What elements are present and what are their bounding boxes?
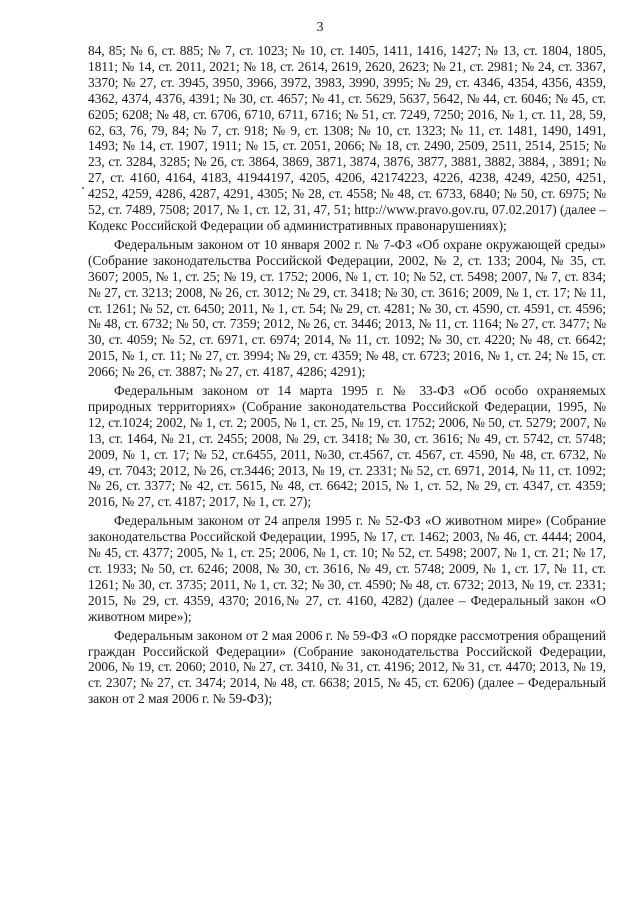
document-body: [88, 43, 606, 710]
paragraph-law-citizen-appeals: Федеральным законом от 2 мая 2006 г. № 59-ФЗ «О порядке рассмотрения обращений граждан Российской Федерации» (Собрание законодательства Российской Федерации, 2006, № 19, ст. 2060; 2010, № 27, ст. 3410, № 31, ст. 4196; 2012, № 31, ст. 4470; 2013, № 19, ст. 2307; № 27, ст. 3474; 2014, № 48, ст. 6638; 2015, № 45, ст. 6206) (далее – Федеральный закон от 2 мая 2006 г. № 59-ФЗ);: [88, 627, 606, 707]
paragraph-law-protected-territories: Федеральным законом от 14 марта 1995 г. № 33-ФЗ «Об особо охраняемых природных территориях» (Собрание законодательства Российской Федерации, 1995, № 12, ст.1024; 2002, № 1, ст. 2; 2005, № 1, ст. 25, № 19, ст. 1752; 2006, № 50, ст. 5279; 2007, № 13, ст. 1464, № 21, ст. 2455; 2008, № 29, ст. 3418; № 30, ст. 3616; № 49, ст. 5742, ст. 5748; 2009, № 1, ст. 17; № 52, ст.6455, 2011, №30, ст.4567, ст. 4567, ст. 4590, № 48, ст. 6732, № 49, ст. 7043; 2012, № 26, ст.3446; 2013, № 19, ст. 2331; № 52, ст. 6971, 2014, № 11, ст. 1092; № 26, ст. 3377; № 42, ст. 5615, № 48, ст. 6642; 2015, № 1, ст. 52, № 29, ст. 4347, ст. 4359; 2016, № 27, ст. 4187; 2017, № 1, ст. 27);: [88, 383, 606, 510]
paragraph-koap-citations: 84, 85; № 6, ст. 885; № 7, ст. 1023; № 10, ст. 1405, 1411, 1416, 1427; № 13, ст. 1804, 1805, 1811; № 14, ст. 2011, 2021; № 18, ст. 2614, 2619, 2620, 2623; № 21, ст. 2981; № 24, ст. 3367, 3370; № 27, ст. 3945, 3950, 3966, 3972, 3983, 3990, 3995; № 29, ст. 4346, 4354, 4356, 4359, 4362, 4374, 4376, 4391; № 30, ст. 4657; № 41, ст. 5629, 5637, 5642, № 44, ст. 6046; № 45, ст. 6205; 6208; № 48, ст. 6706, 6710, 6711, 6716; № 51, ст. 7249, 7250; 2016, № 1, ст. 11, 28, 59, 62, 63, 76, 79, 84; № 7, ст. 918; № 9, ст. 1308; № 10, ст. 1323; № 11, ст. 1481, 1490, 1491, 1493; № 14, ст. 1907, 1911; № 15, ст. 2051, 2066; № 18, ст. 2490, 2509, 2511, 2514, 2515; № 23, ст. 3284, 3285; № 26, ст. 3864, 3869, 3871, 3874, 3876, 3877, 3881, 3882, 3884, , 3891; № 27, ст. 4160, 4164, 4183, 41944197, 4205, 4206, 42174223, 4226, 4238, 4249, 4250, 4251, 4252, 4259, 4286, 4287, 4291, 4305; № 28, ст. 4558; № 48, ст. 6733, 6840; № 50, ст. 6975; № 52, ст. 7489, 7508; 2017, № 1, ст. 12, 31, 47, 51; http://www.pravo.gov.ru, 07.02.2017) (далее – Кодекс Российской Федерации об административных правонарушениях);: [88, 43, 606, 233]
paragraph-law-animal-world: Федеральным законом от 24 апреля 1995 г. № 52-ФЗ «О животном мире» (Собрание законодательства Российской Федерации, 1995, № 17, ст. 1462; 2003, № 46, ст. 4444; 2004, № 45, ст. 4377; 2005, № 1, ст. 25; 2006, № 1, ст. 10; № 52, ст. 5498; 2007, № 1, ст. 21; № 17, ст. 1933; № 50, ст. 6246; 2008, № 30, ст. 3616, № 49, ст. 5748; 2009, № 1, ст. 17, № 11, ст. 1261; № 30, ст. 3735; 2011, № 1, ст. 32; № 30, ст. 4590; № 48, ст. 6732; 2013, № 19, ст. 2331; 2015, № 29, ст. 4359, 4370; 2016,№ 27, ст. 4160, 4282) (далее – Федеральный закон «О животном мире»);: [88, 513, 606, 624]
page-number: 3: [316, 20, 324, 35]
scan-artifact-dot: [82, 187, 84, 189]
paragraph-law-environment-protection: Федеральным законом от 10 января 2002 г. № 7-ФЗ «Об охране окружающей среды» (Собрание законодательства Российской Федерации, 2002, № 2, ст. 133; 2004, № 35, ст. 3607; 2005, № 1, ст. 25; № 19, ст. 1752; 2006, № 1, ст. 10; № 52, ст. 5498; 2007, № 7, ст. 834; № 27, ст. 3213; 2008, № 26, ст. 3012; № 29, ст. 3418; № 30, ст. 3616; 2009, № 1, ст. 17; № 11, ст. 1261; № 52, ст. 6450; 2011, № 1, ст. 54; № 29, ст. 4281; № 30, ст. 4590, ст. 4591, ст. 4596; № 48, ст. 6732; № 50, ст. 7359; 2012, № 26, ст. 3446; 2013, № 11, ст. 1164; № 27, ст. 3477; № 30, ст. 4059; № 52, ст. 6971, ст. 6974; 2014, № 11, ст. 1092; № 30, ст. 4220; № 48, ст. 6642; 2015, № 1, ст. 11; № 27, ст. 3994; № 29, ст. 4359; № 48, ст. 6723; 2016, № 1, ст. 24; № 15, ст. 2066; № 26, ст. 3887; № 27, ст. 4187, 4286; 4291);: [88, 236, 606, 380]
